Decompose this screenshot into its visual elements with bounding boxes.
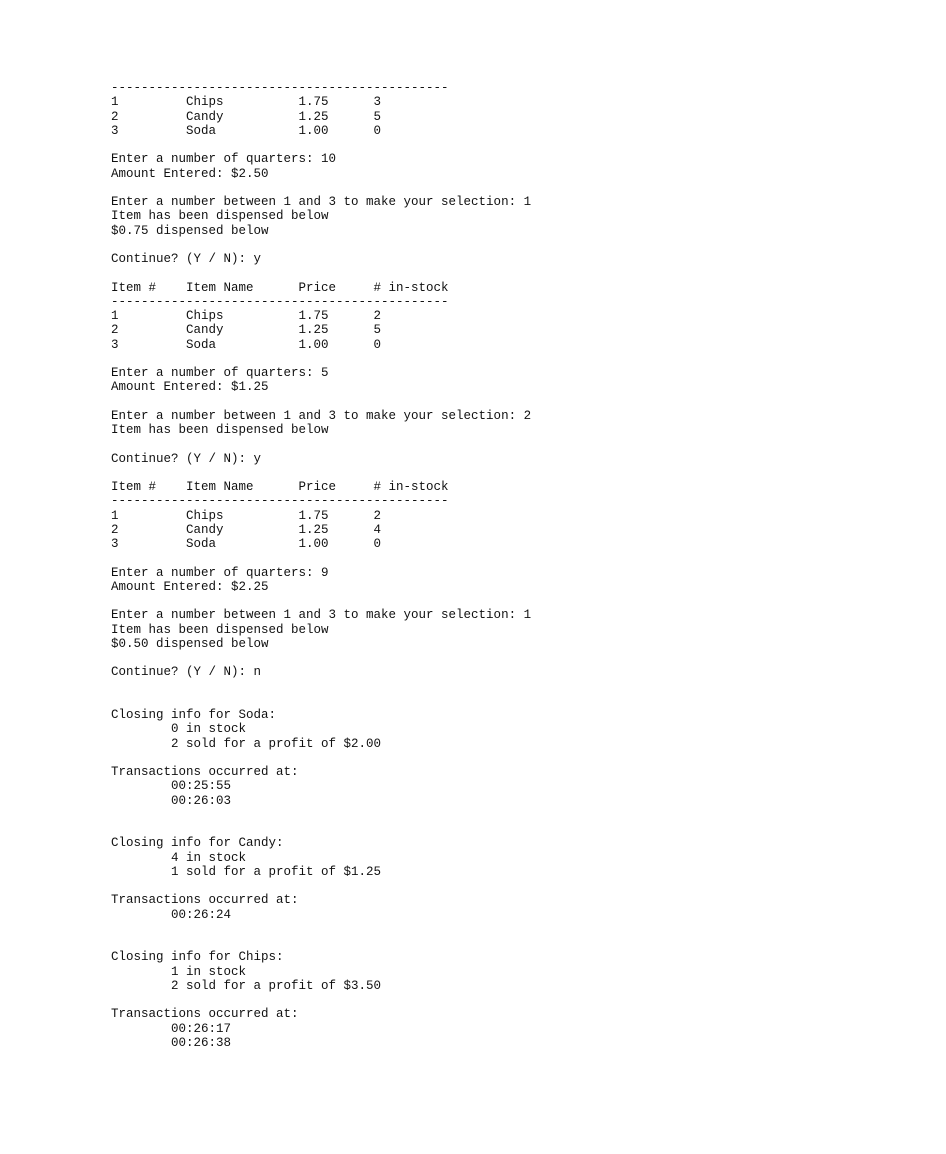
console-line <box>111 266 531 280</box>
console-line: Continue? (Y / N): n <box>111 665 262 680</box>
console-line: 3 Soda 1.00 0 <box>111 123 382 138</box>
console-line: 3 Soda 1.00 0 <box>111 337 382 352</box>
console-line: Amount Entered: $1.25 <box>111 380 269 395</box>
console-line: Closing info for Soda: <box>111 708 277 722</box>
console-line: Transactions occurred at: <box>111 1007 299 1022</box>
console-line: 1 sold for a profit of $1.25 <box>111 864 382 879</box>
console-line <box>111 936 531 950</box>
console-line <box>111 808 531 822</box>
console-line: Amount Entered: $2.25 <box>111 579 269 594</box>
console-line: Enter a number between 1 and 3 to make your selection: 1 <box>111 608 532 623</box>
console-line: 2 sold for a profit of $3.50 <box>111 978 382 993</box>
console-line <box>111 395 531 409</box>
console-line: $0.75 dispensed below <box>111 223 269 238</box>
console-line: 00:26:38 <box>111 1035 232 1050</box>
console-line <box>111 879 531 893</box>
console-line: Closing info for Candy: <box>111 836 284 851</box>
console-line <box>111 551 531 565</box>
console-line: Enter a number between 1 and 3 to make your selection: 1 <box>111 195 532 209</box>
console-line <box>111 680 531 694</box>
console-line: $0.50 dispensed below <box>111 636 269 651</box>
console-line: 0 in stock <box>111 722 247 737</box>
console-line: Item # Item Name Price # in-stock <box>111 480 449 494</box>
console-line: 2 Candy 1.25 4 <box>111 522 382 537</box>
console-line <box>111 238 531 252</box>
console-line: Transactions occurred at: <box>111 765 299 779</box>
console-line: Enter a number between 1 and 3 to make your selection: 2 <box>111 408 532 423</box>
console-line: Enter a number of quarters: 5 <box>111 366 329 380</box>
console-line: Transactions occurred at: <box>111 893 299 908</box>
console-line: 1 Chips 1.75 2 <box>111 508 382 523</box>
console-output <box>111 81 531 1050</box>
console-line <box>111 466 531 480</box>
console-line: 2 Candy 1.25 5 <box>111 109 382 124</box>
console-line: Enter a number of quarters: 10 <box>111 152 337 167</box>
console-line: Item # Item Name Price # in-stock <box>111 280 449 295</box>
console-line <box>111 993 531 1007</box>
console-line <box>111 751 531 765</box>
console-line: Enter a number of quarters: 9 <box>111 565 329 580</box>
console-line: --------------------------------------------- <box>111 81 449 95</box>
console-line: 4 in stock <box>111 850 247 865</box>
console-line <box>111 352 531 366</box>
console-line: Item has been dispensed below <box>111 622 329 637</box>
console-line: 1 in stock <box>111 964 247 979</box>
console-line: 00:26:17 <box>111 1021 232 1036</box>
console-line: 2 Candy 1.25 5 <box>111 323 382 338</box>
console-line: 00:25:55 <box>111 779 232 794</box>
console-line <box>111 437 531 451</box>
console-line: Closing info for Chips: <box>111 950 284 965</box>
console-line: Amount Entered: $2.50 <box>111 166 269 181</box>
console-line <box>111 694 531 708</box>
console-line: 3 Soda 1.00 0 <box>111 537 382 551</box>
console-line: 00:26:03 <box>111 793 232 808</box>
console-line: Item has been dispensed below <box>111 209 329 224</box>
console-line <box>111 922 531 936</box>
console-line <box>111 651 531 665</box>
console-line: 1 Chips 1.75 3 <box>111 95 382 110</box>
console-line: 1 Chips 1.75 2 <box>111 309 382 323</box>
console-line: 00:26:24 <box>111 907 232 922</box>
console-line: Continue? (Y / N): y <box>111 252 262 266</box>
console-line <box>111 594 531 608</box>
console-line <box>111 138 531 152</box>
console-line: 2 sold for a profit of $2.00 <box>111 736 382 751</box>
console-line <box>111 822 531 836</box>
console-line: Continue? (Y / N): y <box>111 451 262 466</box>
console-line: --------------------------------------------- <box>111 294 449 309</box>
console-line <box>111 181 531 195</box>
console-line: Item has been dispensed below <box>111 423 329 437</box>
console-line: --------------------------------------------- <box>111 494 449 509</box>
